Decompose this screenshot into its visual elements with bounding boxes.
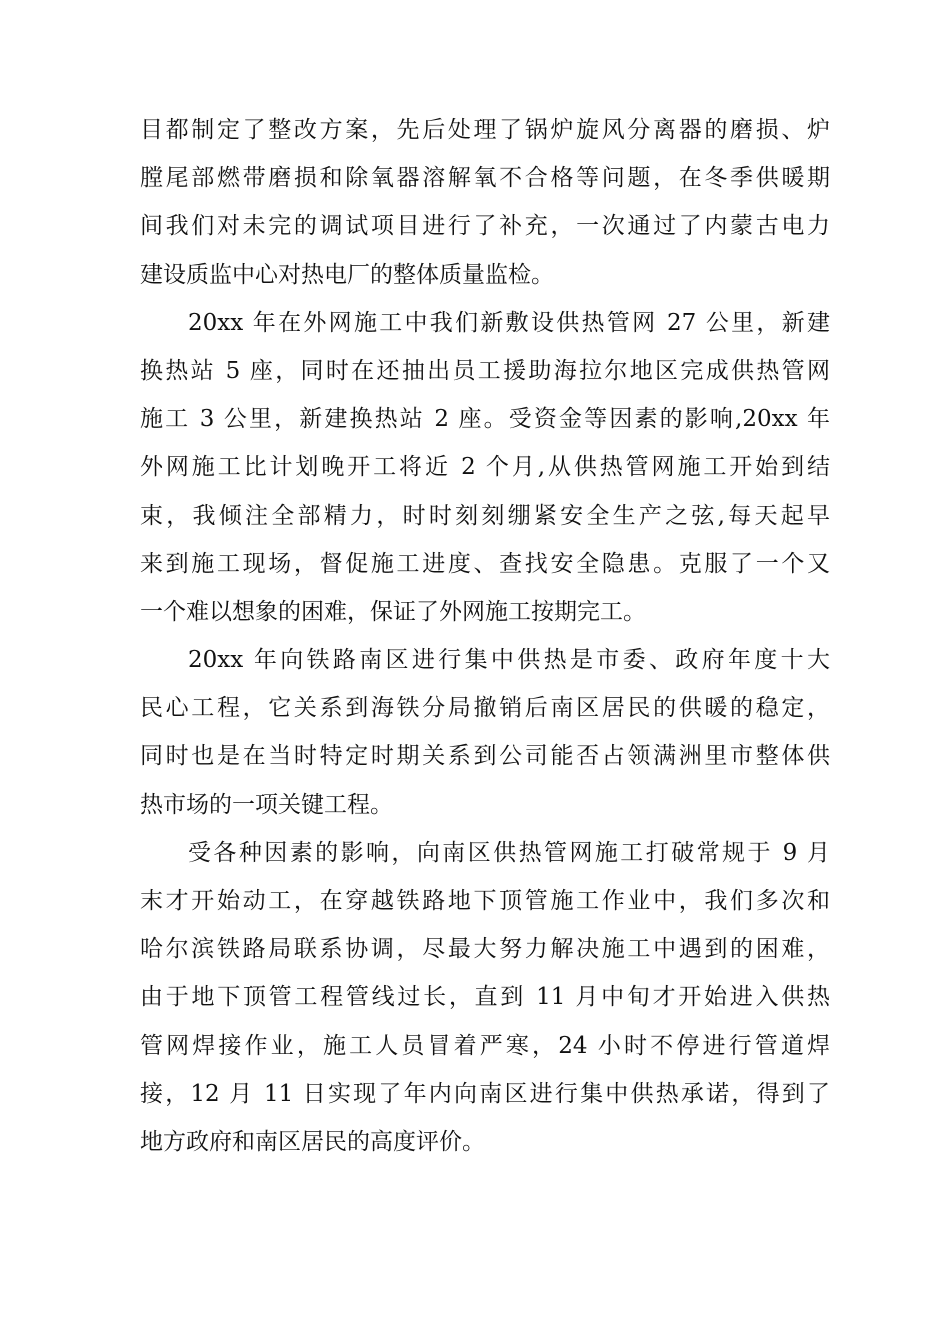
body-text — [140, 106, 830, 1166]
text-line: 来到施工现场，督促施工进度、查找安全隐患。克服了一个又 — [140, 550, 830, 577]
text-line: 间我们对未完的调试项目进行了补充，一次通过了内蒙古电力 — [140, 213, 830, 240]
paragraph-last-line: 地方政府和南区居民的高度评价。 — [140, 1128, 485, 1155]
text-line: 目都制定了整改方案，先后处理了锅炉旋风分离器的磨损、炉 — [140, 117, 830, 143]
paragraph-first-line: 受各种因素的影响，向南区供热管网施工打破常规于 9 月 — [188, 839, 830, 866]
paragraph-last-line: 建设质监中心对热电厂的整体质量监检。 — [140, 261, 554, 288]
text-line: 由于地下顶管工程管线过长，直到 11 月中旬才开始进入供热 — [140, 984, 830, 1011]
text-line: 接，12 月 11 日实现了年内向南区进行集中供热承诺，得到了 — [140, 1080, 830, 1107]
text-line: 民心工程，它关系到海铁分局撤销后南区居民的供暖的稳定， — [140, 695, 830, 722]
paragraph-last-line: 一个难以想象的困难，保证了外网施工按期完工。 — [140, 598, 646, 625]
text-line: 换热站 5 座，同时在还抽出员工援助海拉尔地区完成供热管网 — [140, 357, 830, 384]
text-line: 管网焊接作业，施工人员冒着严寒，24 小时不停进行管道焊 — [140, 1032, 830, 1059]
text-line: 施工 3 公里，新建换热站 2 座。受资金等因素的影响,20xx 年 — [140, 406, 830, 433]
text-line: 同时也是在当时特定时期关系到公司能否占领满洲里市整体供 — [140, 743, 830, 770]
paragraph-first-line: 20xx 年向铁路南区进行集中供热是市委、政府年度十大 — [188, 647, 830, 674]
text-line: 哈尔滨铁路局联系协调，尽最大努力解决施工中遇到的困难， — [140, 936, 830, 963]
text-line: 束，我倾注全部精力，时时刻刻绷紧安全生产之弦,每天起早 — [140, 502, 830, 529]
paragraph-last-line: 热市场的一项关键工程。 — [140, 791, 393, 818]
text-line: 外网施工比计划晚开工将近 2 个月,从供热管网施工开始到结 — [140, 454, 830, 481]
paragraph-first-line: 20xx 年在外网施工中我们新敷设供热管网 27 公里，新建 — [188, 309, 830, 336]
text-line: 末才开始动工，在穿越铁路地下顶管施工作业中，我们多次和 — [140, 888, 830, 914]
text-line: 膛尾部燃带磨损和除氧器溶解氧不合格等问题，在冬季供暖期 — [140, 165, 830, 192]
